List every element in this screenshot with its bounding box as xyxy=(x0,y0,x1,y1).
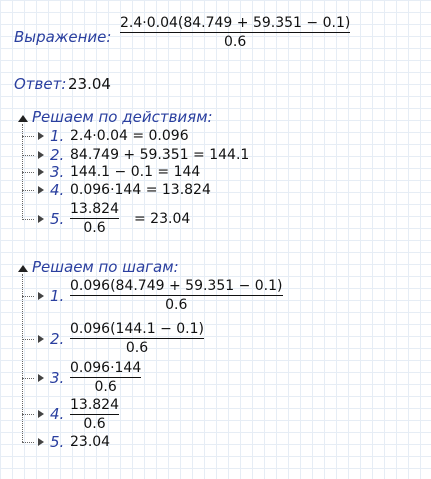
by-actions-title: Решаем по действиям: xyxy=(32,108,213,126)
step-5-num: 5. xyxy=(50,433,65,451)
action-step-3-num: 3. xyxy=(50,163,65,181)
step-2-num: 2. xyxy=(50,330,65,348)
action-step-5-num: 5. xyxy=(50,210,65,228)
action-step-4-num: 4. xyxy=(50,181,65,199)
step-arrow-icon xyxy=(38,132,44,140)
expression-label: Выражение: xyxy=(14,28,112,46)
action-step-3-expr: 144.1 − 0.1 = 144 xyxy=(70,164,201,180)
action-step-2-num: 2. xyxy=(50,146,65,164)
step-1-num: 1. xyxy=(50,287,65,305)
expression-denominator: 0.6 xyxy=(224,34,247,50)
step-4-fraction: 13.824 0.6 xyxy=(70,397,119,432)
tree-line xyxy=(22,274,23,442)
step-1-fraction: 0.096(84.749 + 59.351 − 0.1) 0.6 xyxy=(70,278,283,313)
step-arrow-icon xyxy=(38,186,44,194)
step-arrow-icon xyxy=(38,215,44,223)
step-arrow-icon xyxy=(38,410,44,418)
collapse-triangle-icon[interactable] xyxy=(18,115,28,122)
step-4-num: 4. xyxy=(50,405,65,423)
action-step-5-fraction: 13.824 0.6 xyxy=(70,201,119,236)
step-3-fraction: 0.096·144 0.6 xyxy=(70,360,142,395)
action-step-1-num: 1. xyxy=(50,127,65,145)
step-arrow-icon xyxy=(38,374,44,382)
action-step-4-expr: 0.096·144 = 13.824 xyxy=(70,182,211,198)
action-step-2-expr: 84.749 + 59.351 = 144.1 xyxy=(70,147,250,163)
step-2-fraction: 0.096(144.1 − 0.1) 0.6 xyxy=(70,321,204,356)
collapse-triangle-icon[interactable] xyxy=(18,265,28,272)
step-5-expr: 23.04 xyxy=(70,434,111,450)
answer-value: 23.04 xyxy=(68,75,111,93)
expression-fraction xyxy=(120,14,350,51)
step-arrow-icon xyxy=(38,335,44,343)
action-step-5-result: = 23.04 xyxy=(134,211,191,227)
by-steps-title: Решаем по шагам: xyxy=(32,258,179,276)
answer-label: Ответ: xyxy=(14,75,67,93)
step-3-num: 3. xyxy=(50,369,65,387)
expression-numerator: 2.4·0.04(84.749 + 59.351 − 0.1) xyxy=(120,15,351,31)
step-arrow-icon xyxy=(38,292,44,300)
step-arrow-icon xyxy=(38,168,44,176)
step-arrow-icon xyxy=(38,438,44,446)
action-step-1-expr: 2.4·0.04 = 0.096 xyxy=(70,128,189,144)
step-arrow-icon xyxy=(38,151,44,159)
